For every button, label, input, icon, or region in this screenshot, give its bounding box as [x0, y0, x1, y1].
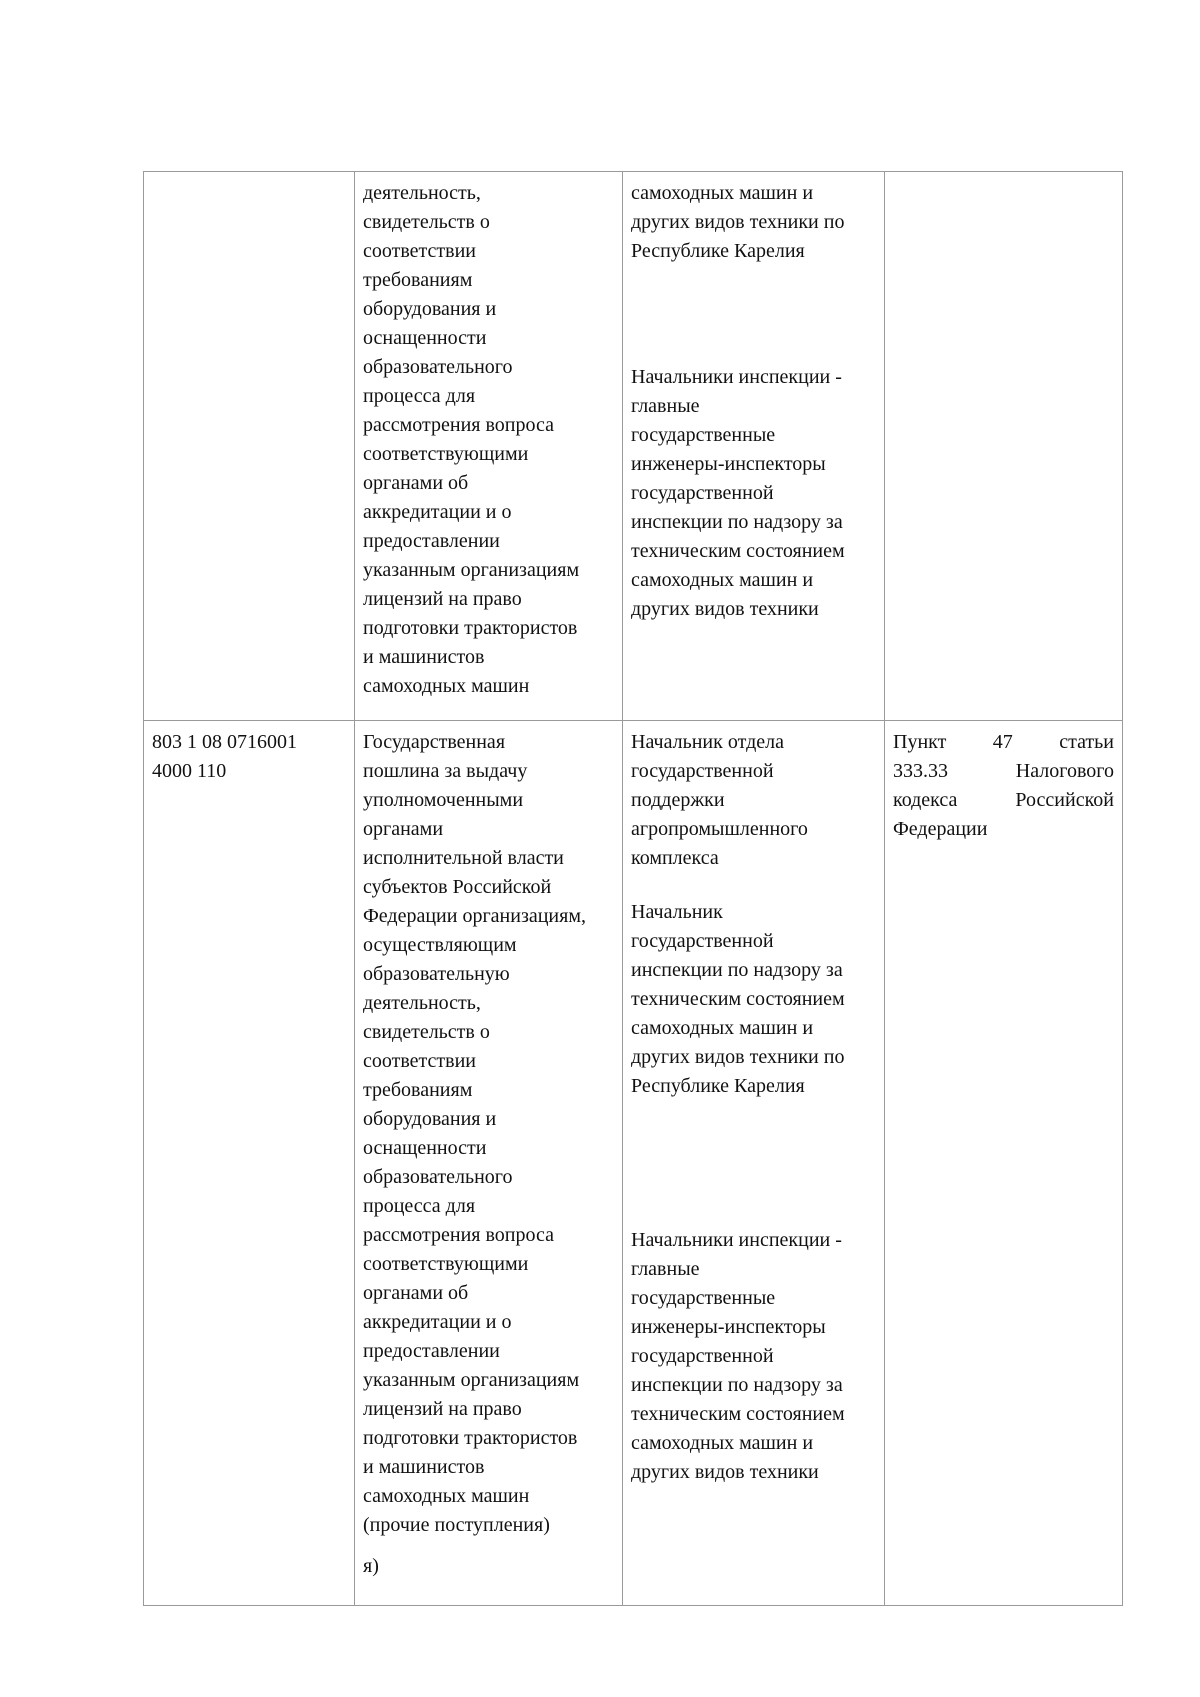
description-line: соответствующими: [363, 1253, 529, 1275]
description-line: образовательного: [363, 1166, 513, 1188]
legal-basis-line: Пункт 47 статьи: [893, 731, 1114, 753]
description-cell: [355, 172, 623, 721]
description-line: подготовки трактористов: [363, 1427, 578, 1449]
responsible-line: инспекции по надзору за: [631, 511, 843, 533]
responsible-line: самоходных машин и: [631, 1017, 814, 1039]
budget-code-line: 4000 110: [152, 760, 227, 782]
description-line: уполномоченными: [363, 789, 524, 811]
legal-basis-cell: [885, 172, 1123, 721]
responsible-line: государственной: [631, 930, 774, 952]
responsible-line: техническим состоянием: [631, 1403, 845, 1425]
responsible-line: инспекции по надзору за: [631, 959, 843, 981]
description-line: образовательную: [363, 963, 510, 985]
responsible-line: Начальник отдела: [631, 731, 784, 753]
responsible-line: других видов техники: [631, 1461, 819, 1483]
legal-basis-line: кодекса Российской: [893, 789, 1114, 811]
description-line: предоставлении: [363, 530, 500, 552]
responsible-line: самоходных машин и: [631, 569, 814, 591]
budget-code-cell: [144, 721, 355, 1606]
description-line: и машинистов: [363, 646, 485, 668]
description-line: указанным организациям: [363, 1369, 580, 1391]
responsible-line: Начальники инспекции -: [631, 366, 842, 388]
description-line: свидетельств о: [363, 1021, 490, 1043]
description-line: оснащенности: [363, 327, 487, 349]
responsible-line: государственной: [631, 760, 774, 782]
description-line: лицензий на право: [363, 588, 522, 610]
responsible-line: комплекса: [631, 847, 719, 869]
responsible-line: других видов техники по: [631, 211, 845, 233]
responsible-line: техническим состоянием: [631, 988, 845, 1010]
description-line: осуществляющим: [363, 934, 517, 956]
description-line: указанным организациям: [363, 559, 580, 581]
responsible-line: поддержки: [631, 789, 725, 811]
fees-table: [143, 171, 1123, 1606]
description-line: процесса для: [363, 385, 476, 407]
responsible-line: главные: [631, 395, 700, 417]
responsible-line: Республике Карелия: [631, 1075, 805, 1097]
description-line: лицензий на право: [363, 1398, 522, 1420]
description-line: соответствии: [363, 1050, 477, 1072]
responsible-line: государственные: [631, 424, 776, 446]
table-row: [144, 172, 1123, 721]
description-line: рассмотрения вопроса: [363, 414, 554, 436]
description-line: самоходных машин: [363, 675, 530, 697]
responsible-line: самоходных машин и: [631, 1432, 814, 1454]
responsible-line: главные: [631, 1258, 700, 1280]
description-line: образовательного: [363, 356, 513, 378]
description-line: (прочие поступления): [363, 1514, 550, 1536]
responsible-line: государственной: [631, 482, 774, 504]
description-line: оборудования и: [363, 298, 497, 320]
responsible-line: инженеры-инспекторы: [631, 1316, 826, 1338]
description-line: деятельность,: [363, 992, 481, 1014]
description-line: соответствии: [363, 240, 477, 262]
responsible-cell: [623, 721, 885, 1606]
description-line: органами об: [363, 472, 469, 494]
description-line: аккредитации и о: [363, 1311, 512, 1333]
budget-code-line: 803 1 08 0716001: [152, 731, 297, 753]
responsible-line: Начальники инспекции -: [631, 1229, 842, 1251]
description-line: рассмотрения вопроса: [363, 1224, 554, 1246]
responsible-line: техническим состоянием: [631, 540, 845, 562]
description-line: исполнительной власти: [363, 847, 564, 869]
description-cell: [355, 721, 623, 1606]
responsible-line: других видов техники: [631, 598, 819, 620]
description-line: требованиям: [363, 1079, 473, 1101]
responsible-cell: [623, 172, 885, 721]
responsible-line: государственные: [631, 1287, 776, 1309]
description-line: органами об: [363, 1282, 469, 1304]
description-line: соответствующими: [363, 443, 529, 465]
description-line: требованиям: [363, 269, 473, 291]
responsible-line: других видов техники по: [631, 1046, 845, 1068]
description-line: Государственная: [363, 731, 506, 753]
legal-basis-cell: [885, 721, 1123, 1606]
description-line: деятельность,: [363, 182, 481, 204]
responsible-line: самоходных машин и: [631, 182, 814, 204]
legal-basis-line: 333.33 Налогового: [893, 760, 1114, 782]
description-line: оборудования и: [363, 1108, 497, 1130]
legal-basis-line: Федерации: [893, 818, 988, 840]
description-line: предоставлении: [363, 1340, 500, 1362]
budget-code-cell: [144, 172, 355, 721]
description-line: подготовки трактористов: [363, 617, 578, 639]
responsible-line: инженеры-инспекторы: [631, 453, 826, 475]
description-line: Федерации организациям,: [363, 905, 586, 927]
description-line: процесса для: [363, 1195, 476, 1217]
description-line: свидетельств о: [363, 211, 490, 233]
description-line: самоходных машин: [363, 1485, 530, 1507]
responsible-line: Республике Карелия: [631, 240, 805, 262]
description-line: пошлина за выдачу: [363, 760, 528, 782]
responsible-line: инспекции по надзору за: [631, 1374, 843, 1396]
description-line: субъектов Российской: [363, 876, 552, 898]
responsible-line: Начальник: [631, 901, 723, 923]
responsible-line: государственной: [631, 1345, 774, 1367]
description-line: аккредитации и о: [363, 501, 512, 523]
description-line: и машинистов: [363, 1456, 485, 1478]
description-trailer: я): [363, 1555, 379, 1577]
description-line: оснащенности: [363, 1137, 487, 1159]
table-row: [144, 721, 1123, 1606]
description-line: органами: [363, 818, 444, 840]
responsible-line: агропромышленного: [631, 818, 808, 840]
